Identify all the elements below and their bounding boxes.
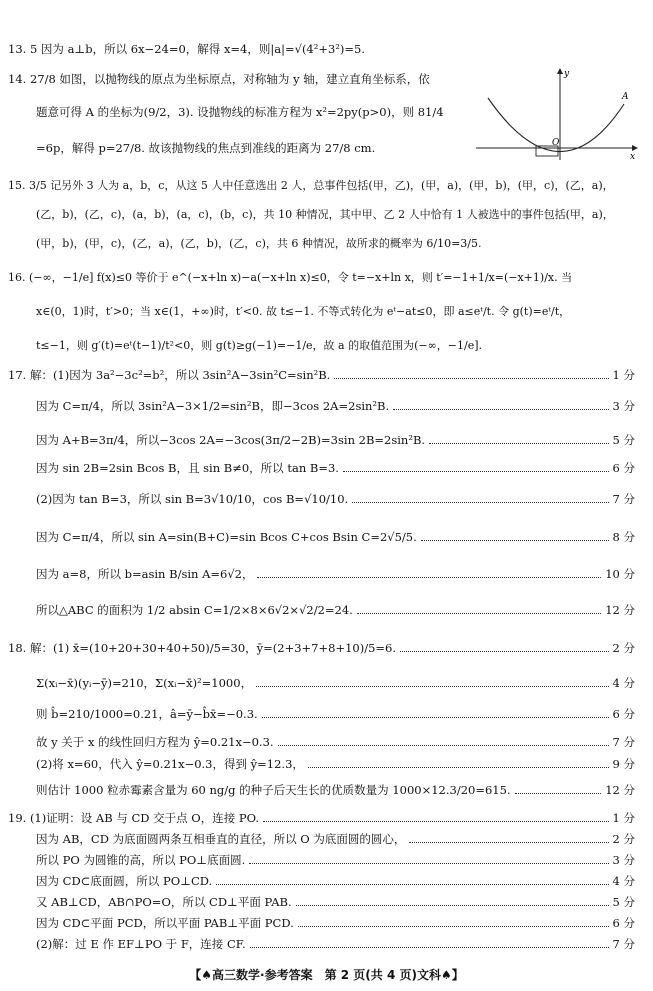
row-score: 6 分 xyxy=(612,916,635,930)
score-row xyxy=(36,734,635,750)
dot-leader xyxy=(296,905,609,906)
row-score: 7 分 xyxy=(612,937,635,951)
score-row xyxy=(36,831,635,847)
row-score: 6 分 xyxy=(612,461,635,475)
score-row xyxy=(36,894,635,910)
score-row xyxy=(36,782,635,798)
row-score: 3 分 xyxy=(612,399,635,413)
row-score: 4 分 xyxy=(612,676,635,690)
score-row xyxy=(36,432,635,448)
row-text: 故 y 关于 x 的线性回归方程为 ŷ=0.21x−0.3. xyxy=(36,735,274,749)
dot-leader xyxy=(409,842,608,843)
row-text: 因为 C=π/4，所以 3sin²A−3×1/2=sin²B，即−3cos 2A=2sin²B. xyxy=(36,399,390,413)
parabola-figure xyxy=(472,66,640,162)
dot-leader xyxy=(263,821,608,822)
score-row xyxy=(8,810,635,826)
dot-leader xyxy=(256,686,608,687)
score-row xyxy=(36,706,635,722)
row-score: 2 分 xyxy=(612,832,635,846)
row-score: 3 分 xyxy=(612,853,635,867)
row-text: 因为 AB，CD 为底面圆两条互相垂直的直径，所以 O 为底面圆的圆心， xyxy=(36,832,406,846)
row-text: 所以△ABC 的面积为 1/2 absin C=1/2×8×6√2×√2/2=24. xyxy=(36,603,353,617)
row-text: (2)将 x=60，代入 ŷ=0.21x−0.3，得到 ŷ=12.3， xyxy=(36,757,304,771)
dot-leader xyxy=(257,577,601,578)
score-row xyxy=(36,756,635,772)
score-row xyxy=(36,936,635,952)
row-score: 12 分 xyxy=(605,603,635,617)
row-score: 6 分 xyxy=(612,707,635,721)
score-row xyxy=(8,640,635,656)
row-text: 因为 A+B=3π/4，所以−3cos 2A=−3cos(3π/2−2B)=3sin 2B=2sin²B. xyxy=(36,433,426,447)
line-15-c: (甲，b)，(甲，c)，(乙，a)，(乙，b)，(乙，c)，共 6 种情况，故所求的概率为 6/10=3/5. xyxy=(36,237,482,250)
point-a-label: A xyxy=(622,92,629,102)
score-row xyxy=(36,398,635,414)
row-text: 因为 a=8，所以 b=asin B/sin A=6√2， xyxy=(36,567,254,581)
score-row xyxy=(36,675,635,691)
row-score: 12 分 xyxy=(605,783,635,797)
page-footer: 【♠高三数学·参考答案 第 2 页(共 4 页)文科♠】 xyxy=(189,968,464,982)
row-text: 18. 解：(1) x̄=(10+20+30+40+50)/5=30，ȳ=(2+3+7+8+10)/5=6. xyxy=(8,641,397,655)
dot-leader xyxy=(357,613,601,614)
dot-leader xyxy=(343,471,609,472)
score-row xyxy=(36,460,635,476)
row-score: 8 分 xyxy=(612,530,635,544)
y-axis-label: y xyxy=(564,69,570,79)
row-text: 19. (1)证明：设 AB 与 CD 交于点 O，连接 PO. xyxy=(8,811,260,825)
row-text: 因为 CD⊂底面圆，所以 PO⊥CD. xyxy=(36,874,213,888)
row-score: 4 分 xyxy=(612,874,635,888)
origin-label: O xyxy=(552,138,560,148)
row-score: 10 分 xyxy=(605,567,635,581)
row-score: 1 分 xyxy=(612,368,635,382)
row-text: 因为 CD⊂平面 PCD，所以平面 PAB⊥平面 PCD. xyxy=(36,916,294,930)
row-score: 9 分 xyxy=(612,757,635,771)
dot-leader xyxy=(334,378,608,379)
line-16-a: 16. (−∞，−1/e] f(x)≤0 等价于 e^(−x+ln x)−a(−x+ln x)≤0，令 t=−x+ln x，则 t′=−1+1/x=(−x+1)/x. 当 xyxy=(8,271,573,284)
score-row xyxy=(36,915,635,931)
dot-leader xyxy=(421,540,609,541)
line-15-b: (乙，b)，(乙，c)，(a，b)，(a，c)，(b，c)，共 10 种情况，其中甲、乙 2 人中恰有 1 人被选中的事件包括(甲，a)， xyxy=(36,208,614,221)
dot-leader xyxy=(393,409,608,410)
score-row xyxy=(36,852,635,868)
row-text: 因为 sin 2B=2sin Bcos B，且 sin B≠0，所以 tan B=3. xyxy=(36,461,339,475)
line-16-c: t≤−1，则 g′(t)=eᵗ(t−1)/t²<0，则 g(t)≥g(−1)=−1/e，故 a 的取值范围为(−∞，−1/e]. xyxy=(36,339,482,352)
y-axis-arrow xyxy=(557,68,563,74)
dot-leader xyxy=(249,863,608,864)
line-13: 13. 5 因为 a⊥b，所以 6x−24=0，解得 x=4，则|a|=√(4²+3²)=5. xyxy=(8,42,366,56)
dot-leader xyxy=(429,443,608,444)
row-score: 5 分 xyxy=(612,433,635,447)
score-row xyxy=(8,367,635,383)
dot-leader xyxy=(262,717,609,718)
row-text: 17. 解：(1)因为 3a²−3c²=b²，所以 3sin²A−3sin²C=sin²B. xyxy=(8,368,331,382)
dot-leader xyxy=(308,767,609,768)
line-14-a: 14. 27/8 如图，以抛物线的原点为坐标原点，对称轴为 y 轴，建立直角坐标系，依 xyxy=(8,72,430,86)
line-14-b: 题意可得 A 的坐标为(9/2，3). 设抛物线的标准方程为 x²=2py(p>0)，则 81/4 xyxy=(36,105,444,119)
score-row xyxy=(36,566,635,582)
dot-leader xyxy=(250,947,609,948)
row-text: 则估计 1000 粒赤霉素含量为 60 ng/g 的种子后天生长的优质数量为 1000×12.3/20=615. xyxy=(36,783,511,797)
row-score: 7 分 xyxy=(612,492,635,506)
score-row xyxy=(36,873,635,889)
line-16-b: x∈(0，1)时，t′>0；当 x∈(1，+∞)时，t′<0. 故 t≤−1. 不等式转化为 eᵗ−at≤0，即 a≤eᵗ/t. 令 g(t)=eᵗ/t， xyxy=(36,305,571,318)
row-text: (2)因为 tan B=3，所以 sin B=3√10/10，cos B=√10/10. xyxy=(36,492,349,506)
row-score: 7 分 xyxy=(612,735,635,749)
score-row xyxy=(36,491,635,507)
line-15-a: 15. 3/5 记另外 3 人为 a，b，c，从这 5 人中任意选出 2 人，总事件包括(甲，乙)，(甲，a)，(甲，b)，(甲，c)，(乙，a)， xyxy=(8,179,614,192)
row-text: (2)解：过 E 作 EF⊥PO 于 F，连接 CF. xyxy=(36,937,246,951)
x-axis-label: x xyxy=(630,152,636,162)
score-row xyxy=(36,602,635,618)
dot-leader xyxy=(515,793,602,794)
dot-leader xyxy=(400,651,609,652)
line-14-c: =6p，解得 p=27/8. 故该抛物线的焦点到准线的距离为 27/8 cm. xyxy=(36,141,376,155)
dot-leader xyxy=(298,926,609,927)
row-text: Σ(xᵢ−x̄)(yᵢ−ȳ)=210，Σ(xᵢ−x̄)²=1000， xyxy=(36,676,253,690)
row-text: 则 b̂=210/1000=0.21，â=ȳ−b̂x̄=−0.3. xyxy=(36,707,258,721)
x-axis-arrow xyxy=(632,145,638,151)
row-score: 2 分 xyxy=(612,641,635,655)
score-row xyxy=(36,529,635,545)
row-score: 1 分 xyxy=(612,811,635,825)
dot-leader xyxy=(216,884,608,885)
row-score: 5 分 xyxy=(612,895,635,909)
row-text: 又 AB⊥CD，AB∩PO=O，所以 CD⊥平面 PAB. xyxy=(36,895,292,909)
row-text: 所以 PO 为圆锥的高，所以 PO⊥底面圆. xyxy=(36,853,246,867)
row-text: 因为 C=π/4，所以 sin A=sin(B+C)=sin Bcos C+cos Bsin C=2√5/5. xyxy=(36,530,417,544)
dot-leader xyxy=(278,745,609,746)
dot-leader xyxy=(352,502,608,503)
